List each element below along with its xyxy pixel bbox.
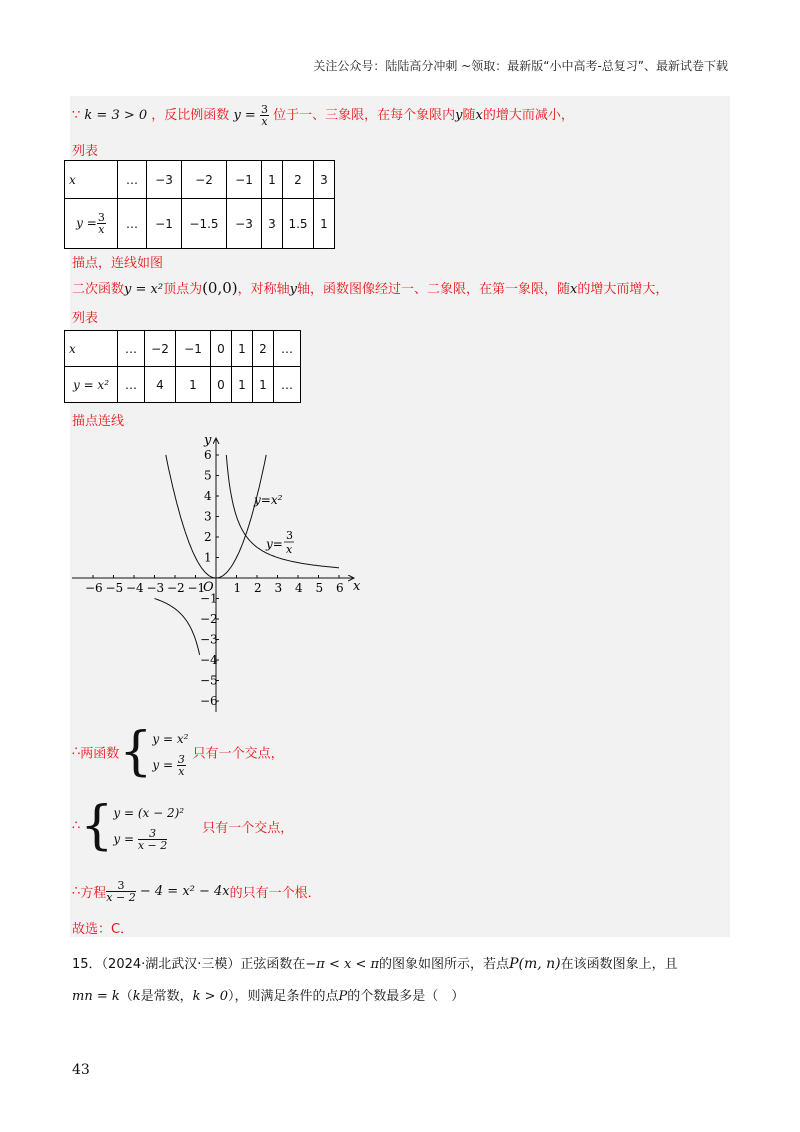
text: 的个数最多是（ ） (347, 989, 465, 1004)
text: ，对称轴 (237, 282, 290, 297)
equation: y = (x − 2)² (113, 806, 185, 820)
question-15-line-2 (72, 985, 464, 1004)
table-cell: −1 (147, 199, 182, 249)
therefore-symbol: ∴ (72, 744, 81, 760)
table-row (65, 367, 301, 403)
table-row (65, 161, 335, 199)
text: 二次函数 (72, 282, 125, 297)
table-row (65, 199, 335, 249)
equation-system (113, 800, 184, 852)
table-cell: 1 (176, 367, 211, 403)
list-label-1: 列表 (72, 144, 99, 159)
brace: { (80, 796, 114, 856)
text: 位于一、三象限，在每个象限内 (273, 108, 456, 123)
x-tick-label: −6 (85, 581, 103, 595)
text: （ (119, 989, 133, 1004)
hyperbola-label-num: 3 (286, 529, 293, 542)
y-tick-label: −3 (200, 632, 218, 647)
text: ），则满足条件的点 (227, 989, 339, 1004)
hyperbola-branch-q3 (155, 599, 200, 655)
x-tick-label: −2 (167, 581, 185, 595)
y-tick-label: −4 (200, 653, 218, 667)
vertex: (0,0) (202, 279, 238, 297)
equation-system (152, 726, 188, 778)
table-cell: y = $\frac{3}{x}$ (65, 199, 118, 249)
y-tick-label: −5 (200, 673, 218, 688)
x-tick-label: 6 (336, 581, 344, 595)
table-cell: −2 (145, 331, 176, 367)
table-cell: 3 (262, 199, 283, 249)
x-tick-label: 5 (315, 581, 324, 595)
table-cell: 1.5 (283, 199, 314, 249)
y-tick-label: 4 (204, 489, 212, 503)
point-p: P(m, n) (509, 956, 561, 972)
x-tick-label: 2 (254, 581, 262, 595)
y-tick-label: −1 (200, 591, 218, 606)
var-k: k (132, 989, 141, 1004)
table-cell: 0 (211, 367, 232, 403)
fraction: $\frac{3}{x}$ (260, 103, 268, 128)
text: 随 (462, 108, 476, 123)
function-graph (70, 432, 370, 717)
table-row (65, 331, 301, 367)
table-cell: … (118, 161, 147, 199)
table-cell: 4 (145, 367, 176, 403)
table-cell: x (65, 331, 118, 367)
x-tick-label: −1 (187, 581, 206, 595)
range: −π < x < π (305, 957, 380, 972)
table-cell: 1 (262, 161, 283, 199)
var-x: x (570, 282, 578, 297)
text: 顶点为 (163, 282, 203, 297)
table-cell: … (118, 331, 145, 367)
equation: y = $\frac{3}{x}$ (152, 753, 185, 778)
table-cell: … (274, 367, 301, 403)
table-cell: 2 (253, 331, 274, 367)
table-cell: 0 (211, 331, 232, 367)
text: 只有一个交点， (202, 820, 294, 836)
table-cell: … (118, 199, 147, 249)
text: 的增大而减小， (482, 108, 574, 123)
x-tick-label: 3 (274, 581, 283, 595)
table-cell: 1 (314, 199, 335, 249)
table-cell: … (118, 367, 145, 403)
table-cell: −1.5 (182, 199, 227, 249)
equation: y = $\frac{3}{x - 2}$ (113, 827, 168, 852)
table-cell: −1 (176, 331, 211, 367)
conclusion-2 (72, 796, 294, 866)
page-header: 关注公众号：陆陆高分冲刺 ~领取：最新版“小中高考-总复习”、最新试卷下载 (313, 59, 728, 73)
table-cell: 3 (314, 161, 335, 199)
text: 的增大而增大， (577, 282, 669, 297)
condition-k: k = 3 > 0 (84, 108, 148, 123)
table-cell: 2 (283, 161, 314, 199)
plot-label-1: 描点，连线如图 (72, 256, 164, 271)
text: 只有一个交点， (192, 746, 284, 762)
x-axis-label: x (353, 579, 361, 594)
solution-line-1 (72, 104, 574, 127)
x-tick-label: 4 (295, 581, 303, 595)
y-tick-label: 3 (204, 509, 212, 524)
y-axis-label: y (204, 433, 212, 448)
text: 的图象如图所示，若点 (379, 957, 510, 972)
hyperbola-label-den: x (286, 543, 293, 556)
table-cell: −2 (182, 161, 227, 199)
var-x: x (475, 108, 483, 123)
function-lhs: y = (233, 108, 256, 123)
table-cell: −1 (227, 161, 262, 199)
x-tick-label: −5 (105, 581, 124, 595)
question-15-line-1 (72, 953, 678, 972)
y-tick-label: 2 (204, 530, 212, 544)
y-tick-label: −2 (200, 612, 218, 626)
conclusion-3: ∴方程 $\frac{3}{x - 2}$ − 4 = x² − 4x的只有一个根． (72, 879, 321, 904)
text: 轴，函数图像经过一、二象限，在第一象限，随 (297, 282, 571, 297)
answer: 故选：C． (72, 922, 134, 937)
hyperbola-label: y= (266, 537, 283, 551)
parabola-label: y=x² (254, 493, 283, 507)
plot-label-2: 描点连线 (72, 414, 125, 429)
value-table-1 (64, 160, 335, 249)
table-cell: 1 (232, 331, 253, 367)
therefore-symbol: ∴ (72, 884, 81, 899)
y-tick-label: −6 (200, 694, 218, 708)
page-number: 43 (72, 1062, 90, 1078)
because-symbol: ∵ (72, 108, 81, 123)
function: y = x² (124, 282, 164, 297)
y-tick-label: 6 (204, 448, 212, 462)
table-cell: y = x² (65, 367, 118, 403)
y-tick-label: 5 (204, 468, 212, 483)
text: 的只有一个根． (229, 886, 321, 901)
text: 在该函数图象上，且 (560, 957, 678, 972)
x-tick-label: −4 (126, 581, 144, 595)
text: 方程 (80, 886, 107, 901)
text: 是常数， (140, 989, 193, 1004)
origin-label: O (203, 580, 214, 595)
conclusion-1 (72, 722, 284, 788)
list-label-2: 列表 (72, 311, 99, 326)
text: 15．（2024·湖北武汉·三模）正弦函数在 (72, 957, 306, 972)
x-tick-label: −3 (146, 581, 165, 595)
y-tick-label: 1 (204, 550, 212, 565)
value-table-2 (64, 330, 301, 403)
table-cell: −3 (147, 161, 182, 199)
table-cell: … (274, 331, 301, 367)
equation: − 4 = x² − 4x (139, 884, 230, 899)
var-p: P (338, 989, 348, 1004)
var-y: y (455, 108, 463, 123)
table-cell: −3 (227, 199, 262, 249)
axis-name: y (289, 282, 298, 297)
equation: y = x² (152, 732, 189, 746)
therefore-symbol: ∴ (72, 818, 81, 834)
table-cell: 1 (253, 367, 274, 403)
equation: mn = k (72, 989, 120, 1004)
table-cell: 1 (232, 367, 253, 403)
table-cell: x (65, 161, 118, 199)
text: ，反比例函数 (151, 108, 230, 123)
text: 两函数 (80, 746, 120, 762)
solution-line-2 (72, 278, 668, 297)
condition: k > 0 (192, 989, 228, 1004)
x-tick-label: 1 (233, 581, 242, 595)
brace: { (119, 722, 153, 782)
